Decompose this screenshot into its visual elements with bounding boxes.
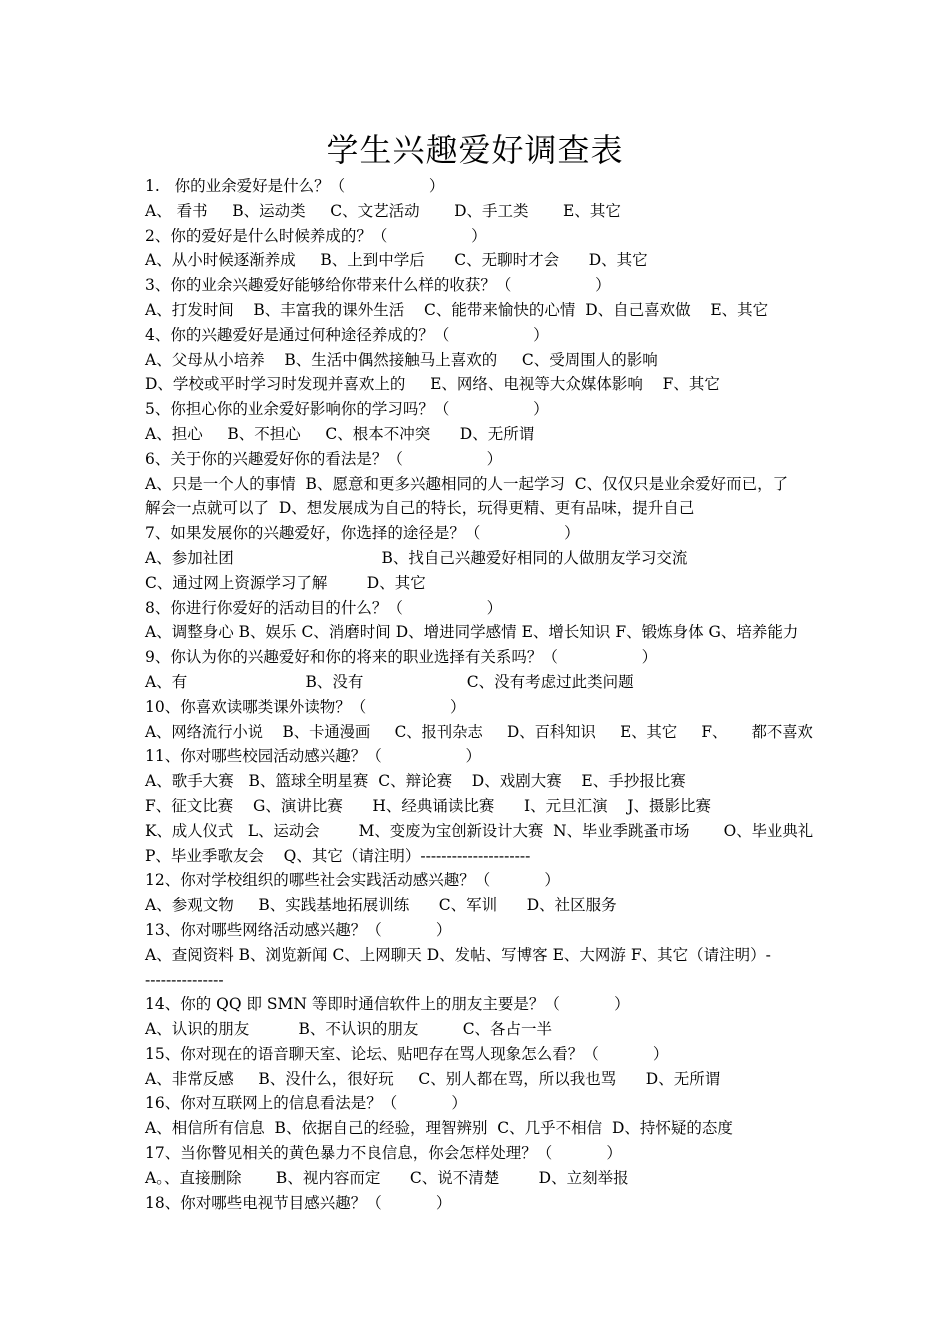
text-line: A、参观文物 B、实践基地拓展训练 C、军训 D、社区服务 <box>145 896 617 915</box>
text-line: D、学校或平时学习时发现并喜欢上的 E、网络、电视等大众媒体影响 F、其它 <box>145 375 720 394</box>
text-line: 解会一点就可以了 D、想发展成为自己的特长，玩得更精、更有品味，提升自己 <box>145 499 695 518</box>
text-line: 12、你对学校组织的哪些社会实践活动感兴趣？（ ） <box>145 871 560 890</box>
text-line: P、毕业季歌友会 Q、其它（请注明）--------------------- <box>145 846 531 865</box>
text-line: A、调整身心 B、娱乐 C、消磨时间 D、增进同学感情 E、增长知识 F、锻炼身体 G、培养能力 <box>145 623 799 642</box>
text-line: 13、你对哪些网络活动感兴趣？（ ） <box>145 920 452 939</box>
text-line: 18、你对哪些电视节目感兴趣？（ ） <box>145 1193 452 1212</box>
text-line: 5、你担心你的业余爱好影响你的学习吗？（ ） <box>145 400 549 419</box>
text-line: A、有 B、没有 C、没有考虑过此类问题 <box>145 672 634 691</box>
text-line: A。、直接删除 B、视内容而定 C、说不清楚 D、立刻举报 <box>145 1168 629 1187</box>
text-line: 11、你对哪些校园活动感兴趣？（ ） <box>145 747 481 766</box>
text-line: A、父母从小培养 B、生活中偶然接触马上喜欢的 C、受周围人的影响 <box>145 350 658 369</box>
text-line: 3、你的业余兴趣爱好能够给你带来什么样的收获？（ ） <box>145 276 611 295</box>
text-line: K、成人仪式 L、运动会 M、变废为宝创新设计大赛 N、毕业季跳蚤市场 O、毕业典礼 <box>145 821 814 840</box>
document-title: 学生兴趣爱好调查表 <box>326 131 624 169</box>
text-line: A、网络流行小说 B、卡通漫画 C、报刊杂志 D、百科知识 E、其它 F、 都不喜欢 <box>145 722 813 741</box>
text-line: 6、关于你的兴趣爱好你的看法是？（ ） <box>145 449 503 468</box>
text-line: 15、你对现在的语音聊天室、论坛、贴吧存在骂人现象怎么看？（ ） <box>145 1044 669 1063</box>
text-line: 14、你的 QQ 即 SMN 等即时通信软件上的朋友主要是？（ ） <box>145 995 630 1014</box>
text-line: A、 看书 B、运动类 C、文艺活动 D、手工类 E、其它 <box>145 201 621 220</box>
text-line: A、从小时候逐渐养成 B、上到中学后 C、无聊时才会 D、其它 <box>145 251 648 270</box>
text-line: A、相信所有信息 B、依据自己的经验，理智辨别 C、几乎不相信 D、持怀疑的态度 <box>145 1119 733 1138</box>
text-line: 10、你喜欢读哪类课外读物？（ ） <box>145 697 466 716</box>
text-line: F、征文比赛 G、演讲比赛 H、经典诵读比赛 I、元旦汇演 J、摄影比赛 <box>145 796 712 815</box>
text-line: C、通过网上资源学习了解 D、其它 <box>145 573 426 592</box>
text-line: A、参加社团 B、找自己兴趣爱好相同的人做朋友学习交流 <box>145 548 688 567</box>
text-line: --------------- <box>145 970 224 989</box>
text-line: 4、你的兴趣爱好是通过何种途径养成的？（ ） <box>145 325 549 344</box>
text-line: 7、如果发展你的兴趣爱好，你选择的途径是？（ ） <box>145 524 580 543</box>
text-line: 17、当你瞥见相关的黄色暴力不良信息，你会怎样处理？（ ） <box>145 1144 622 1163</box>
text-line: 8、你进行你爱好的活动目的什么？（ ） <box>145 598 503 617</box>
text-line: A、查阅资料 B、浏览新闻 C、上网聊天 D、发帖、写博客 E、大网游 F、其它（请注明）- <box>145 945 771 964</box>
questionnaire-body <box>145 174 813 1215</box>
text-line: A、担心 B、不担心 C、根本不冲突 D、无所谓 <box>145 424 535 443</box>
text-line: 1. 你的业余爱好是什么？（ ） <box>145 177 445 195</box>
text-line: A、认识的朋友 B、不认识的朋友 C、各占一半 <box>145 1020 553 1039</box>
text-line: A、歌手大赛 B、篮球全明星赛 C、辩论赛 D、戏剧大赛 E、手抄报比赛 <box>145 772 686 791</box>
text-line: 2、你的爱好是什么时候养成的？（ ） <box>145 226 487 245</box>
text-line: 16、你对互联网上的信息看法是？（ ） <box>145 1094 467 1113</box>
text-line: A、只是一个人的事情 B、愿意和更多兴趣相同的人一起学习 C、仅仅只是业余爱好而已，了 <box>145 474 789 493</box>
text-line: A、非常反感 B、没什么，很好玩 C、别人都在骂，所以我也骂 D、无所谓 <box>145 1069 721 1088</box>
text-line: A、打发时间 B、丰富我的课外生活 C、能带来愉快的心情 D、自己喜欢做 E、其它 <box>145 300 769 319</box>
text-line: 9、你认为你的兴趣爱好和你的将来的职业选择有关系吗？（ ） <box>145 648 658 667</box>
